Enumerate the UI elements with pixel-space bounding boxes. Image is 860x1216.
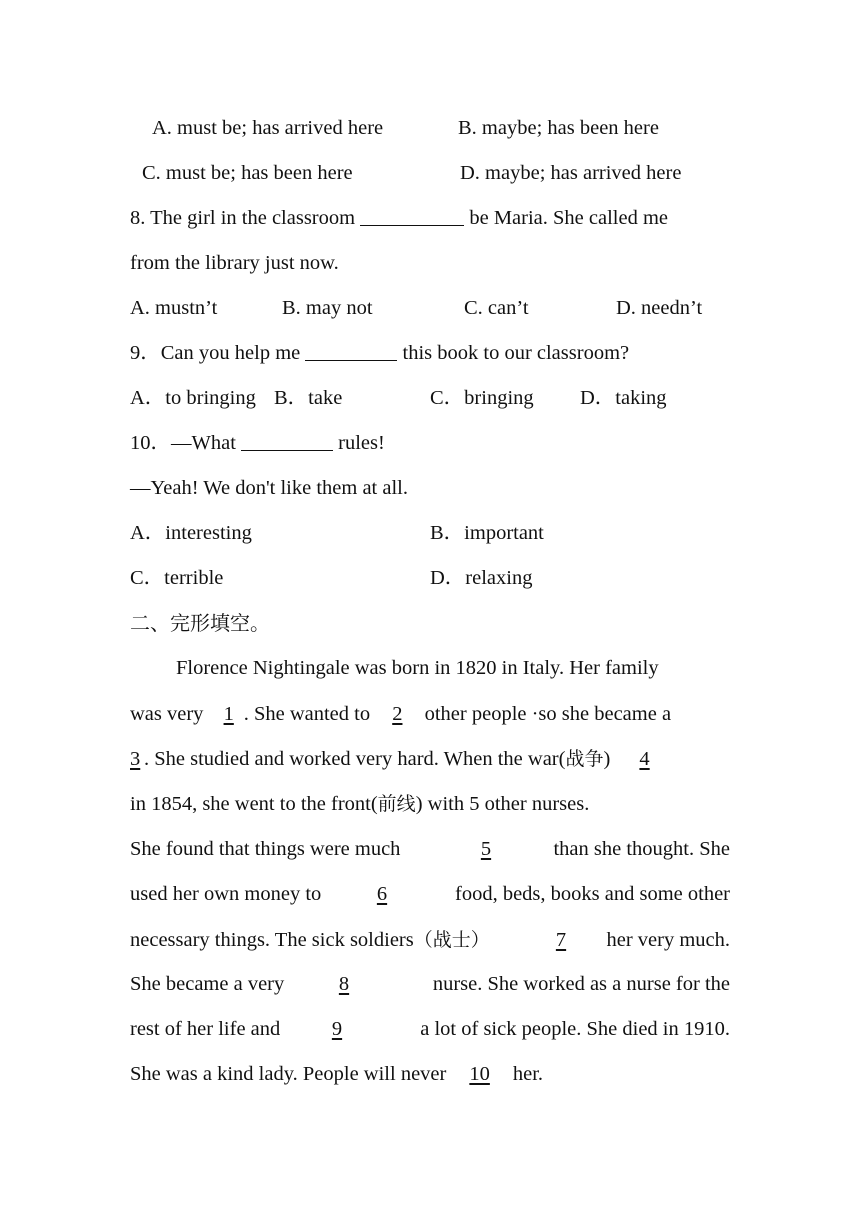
cloze-line-4 bbox=[130, 792, 730, 816]
cloze-text: than she thought. She bbox=[553, 838, 730, 860]
q8-stem-part2: be Maria. She called me bbox=[469, 207, 668, 229]
q9-answer-blank bbox=[305, 342, 397, 361]
cloze-gloss-front: 前线 bbox=[377, 793, 416, 815]
q8-option-c: C. can’t bbox=[464, 297, 529, 319]
cloze-text: necessary things. The sick soldiers bbox=[130, 929, 414, 951]
q8-option-a: A. mustn’t bbox=[130, 297, 218, 319]
cloze-text: rest of her life and bbox=[130, 1018, 281, 1040]
cloze-text: . She studied and worked very hard. When the war( bbox=[144, 748, 566, 770]
cloze-blank-10: 10 bbox=[469, 1063, 490, 1085]
cloze-text: ) with 5 other nurses. bbox=[415, 793, 590, 815]
cloze-text-group bbox=[130, 928, 490, 952]
q9-option-c: C．bringing bbox=[430, 387, 534, 409]
cloze-blank-6: 6 bbox=[376, 883, 388, 905]
cloze-text: food, beds, books and some other bbox=[455, 883, 730, 905]
q7-option-b: B. maybe; has been here bbox=[458, 117, 659, 139]
q8-option-b: B. may not bbox=[282, 297, 373, 319]
cloze-text: her very much. bbox=[606, 929, 730, 951]
cloze-blank-1: 1 bbox=[223, 703, 234, 725]
q8-answer-blank bbox=[360, 207, 464, 226]
q7-option-d: D. maybe; has arrived here bbox=[460, 162, 682, 184]
cloze-line-2 bbox=[130, 702, 730, 726]
q8-stem-part1: 8. The girl in the classroom bbox=[130, 207, 356, 229]
q9-option-a: A．to bringing bbox=[130, 387, 256, 409]
q9-stem bbox=[130, 341, 730, 365]
cloze-text: . She wanted to bbox=[243, 703, 371, 725]
cloze-text: She found that things were much bbox=[130, 838, 401, 860]
section2-heading: 二、完形填空。 bbox=[130, 611, 270, 635]
cloze-text: in 1854, she went to the front( bbox=[130, 793, 378, 815]
cloze-blank-3: 3 bbox=[130, 748, 141, 770]
q9-option-d: D．taking bbox=[580, 387, 667, 409]
q8-stem-line2: from the library just now. bbox=[130, 252, 339, 274]
cloze-text: ) bbox=[603, 748, 611, 770]
q9-stem-part1: 9．Can you help me bbox=[130, 342, 301, 364]
cloze-text: She was a kind lady. People will never bbox=[130, 1063, 447, 1085]
q10-stem-part1: 10．—What bbox=[130, 432, 236, 454]
q8-option-d: D. needn’t bbox=[616, 297, 703, 319]
cloze-text: used her own money to bbox=[130, 883, 322, 905]
cloze-gloss-war: 战争 bbox=[565, 748, 604, 770]
cloze-line-10 bbox=[130, 1062, 730, 1086]
cloze-blank-4: 4 bbox=[639, 748, 650, 770]
q8-stem bbox=[130, 206, 730, 230]
cloze-line-3 bbox=[130, 747, 730, 771]
q10-stem-part2: rules! bbox=[338, 432, 385, 454]
q10-option-d: D．relaxing bbox=[430, 567, 533, 589]
cloze-blank-5: 5 bbox=[480, 838, 492, 860]
cloze-text: a lot of sick people. She died in 1910. bbox=[420, 1018, 730, 1040]
cloze-gloss-soldiers: （战士） bbox=[413, 929, 490, 951]
cloze-blank-9: 9 bbox=[331, 1018, 343, 1040]
q7-option-a: A. must be; has arrived here bbox=[152, 117, 384, 139]
q7-option-c: C. must be; has been here bbox=[142, 162, 353, 184]
cloze-text: She became a very bbox=[130, 973, 285, 995]
cloze-text: was very bbox=[130, 703, 204, 725]
q9-stem-part2: this book to our classroom? bbox=[402, 342, 630, 364]
cloze-blank-2: 2 bbox=[392, 703, 403, 725]
q9-option-b: B．take bbox=[274, 387, 343, 409]
cloze-text: other people ·so she became a bbox=[424, 703, 672, 725]
cloze-blank-8: 8 bbox=[338, 973, 350, 995]
q10-answer-blank bbox=[241, 432, 333, 451]
cloze-line-1: Florence Nightingale was born in 1820 in Italy. Her family bbox=[176, 657, 659, 679]
q10-option-c: C．terrible bbox=[130, 567, 224, 589]
q10-reply: —Yeah! We don't like them at all. bbox=[130, 477, 408, 499]
cloze-text: her. bbox=[512, 1063, 544, 1085]
q10-stem bbox=[130, 431, 730, 455]
q10-option-b: B．important bbox=[430, 522, 544, 544]
q10-option-a: A．interesting bbox=[130, 522, 252, 544]
cloze-text: nurse. She worked as a nurse for the bbox=[432, 973, 730, 995]
cloze-blank-7: 7 bbox=[555, 929, 567, 951]
